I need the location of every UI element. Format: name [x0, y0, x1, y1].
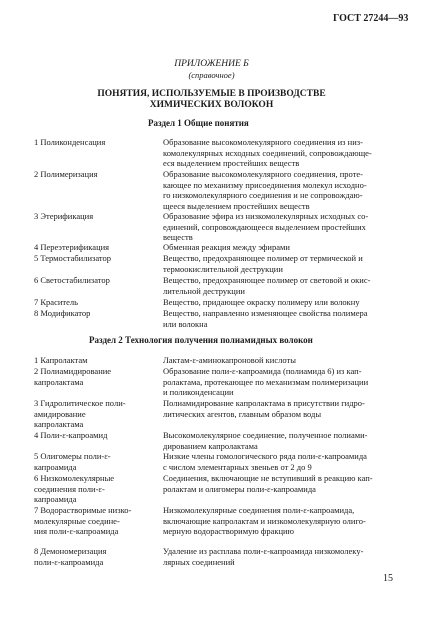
term-line: 5 Термостабилизатор	[34, 253, 112, 263]
appendix-note: (справочное)	[188, 70, 235, 80]
term-line: соединения поли-ε-	[34, 483, 105, 494]
glossary-definition	[163, 211, 395, 243]
definition-line: Образование высокомолекулярного соединения, проте-	[163, 169, 364, 179]
definition-line: литических агентов, главным образом воды	[163, 408, 322, 419]
glossary-term	[34, 473, 114, 505]
glossary-definition	[163, 546, 395, 567]
page-number: 15	[383, 573, 393, 584]
glossary-definition	[163, 297, 395, 308]
definition-line: дированием капролактама	[163, 440, 258, 451]
term-line: 6 Низкомолекулярные	[34, 473, 115, 483]
glossary-term	[34, 308, 90, 319]
glossary-term	[34, 169, 98, 180]
definition-line: щееся выделением простейших веществ	[163, 200, 310, 211]
glossary-definition	[163, 242, 395, 253]
definition-line: термоокислительной деструкции	[163, 263, 283, 274]
term-line: капролактама	[34, 376, 84, 387]
definition-line: Вещество, предохраняющее полимер от световой и окис-	[163, 275, 371, 285]
glossary-definition	[163, 505, 395, 537]
definition-line: го низкомолекулярного соединения и не сопровождаю-	[163, 190, 363, 200]
glossary-term	[34, 253, 111, 264]
definition-line: ролактама, протекающее по механизмам полимеризации	[163, 376, 369, 387]
glossary-definition	[163, 451, 395, 472]
term-line: 6 Светостабилизатор	[34, 275, 110, 285]
glossary-term	[34, 366, 111, 387]
definition-line: Вещество, направленно изменяющее свойства полимера	[163, 308, 368, 318]
term-line: 4 Переэтерификация	[34, 242, 110, 252]
term-line: 1 Поликонденсация	[34, 137, 106, 147]
glossary-term	[34, 355, 88, 366]
appendix-title: ПРИЛОЖЕНИЕ Б	[174, 59, 249, 69]
glossary-term	[34, 398, 126, 430]
glossary-definition	[163, 308, 395, 329]
term-line: капроамида	[34, 494, 77, 504]
definition-line: единений, сопровождающееся выделением простейших	[163, 221, 366, 232]
term-line: 8 Модификатор	[34, 308, 91, 318]
term-line: ния поли-ε-капроамида	[34, 526, 119, 536]
term-line: 4 Поли-ε-капроамид	[34, 430, 108, 440]
glossary-term	[34, 242, 109, 253]
definition-line: Обменная реакция между эфирами	[163, 242, 290, 252]
glossary-term	[34, 275, 110, 286]
glossary-definition	[163, 430, 395, 451]
term-line: 7 Водорастворимые низко-	[34, 505, 132, 515]
definition-line: комолекулярных исходных соединений, сопровождающе-	[163, 147, 372, 158]
definition-line: Удаление из расплава поли-ε-капроамида низкомолеку-	[163, 546, 364, 556]
term-line: 3 Гидролитическое поли-	[34, 398, 126, 408]
section-1-heading: Раздел 1 Общие понятия	[148, 118, 249, 128]
definition-line: лительной деструкции	[163, 285, 245, 296]
glossary-term	[34, 430, 107, 441]
glossary-term	[34, 451, 111, 472]
definition-line: Полиамидирование капролактама в присутствии гидро-	[163, 398, 365, 408]
definition-line: Образование поли-ε-капроамида (полиамида 6) из кап-	[163, 366, 362, 376]
section-2-heading: Раздел 2 Технология получения полиамидных волокон	[89, 335, 313, 345]
term-line: 5 Олигомеры поли-ε-	[34, 451, 111, 461]
term-line: капроамида	[34, 461, 77, 472]
glossary-definition	[163, 169, 395, 211]
document-title-line: ХИМИЧЕСКИХ ВОЛОКОН	[149, 100, 274, 110]
term-line: молекулярные соедине-	[34, 515, 120, 526]
definition-line: Низкомолекулярные соединения поли-ε-капроамида,	[163, 505, 355, 515]
document-title-line: ПОНЯТИЯ, ИСПОЛЬЗУЕМЫЕ В ПРОИЗВОДСТВЕ	[97, 89, 326, 99]
glossary-term	[34, 297, 78, 308]
definition-line: лярных соединений	[163, 556, 235, 567]
glossary-term	[34, 505, 131, 537]
term-line: капролактама	[34, 419, 84, 429]
definition-line: Лактам-ε-аминокапроновой кислоты	[163, 355, 296, 365]
definition-line: с числом элементарных звеньев от 2 до 9	[163, 461, 312, 472]
glossary-term	[34, 137, 105, 148]
term-line: 2 Полиамидирование	[34, 366, 112, 376]
definition-line: веществ	[163, 232, 193, 242]
term-line: поли-ε-капроамида	[34, 556, 104, 567]
definition-line: включающие капролактам и низкомолекулярную олиго-	[163, 515, 366, 526]
definition-line: Образование высокомолекулярного соединения из низ-	[163, 137, 363, 147]
definition-line: кающее по механизму присоединения молекул исходно-	[163, 179, 367, 190]
definition-line: и поликонденсации	[163, 387, 234, 397]
term-line: 1 Капролактам	[34, 355, 88, 365]
term-line: 7 Краситель	[34, 297, 78, 307]
glossary-definition	[163, 366, 395, 398]
glossary-term	[34, 546, 106, 567]
definition-line: Низкие члены гомологического ряда поли-ε-капроамида	[163, 451, 367, 461]
standard-number: ГОСТ 27244—93	[333, 13, 409, 24]
definition-line: Соединения, включающие не вступивший в реакцию кап-	[163, 473, 373, 483]
definition-line: Вещество, предохраняющее полимер от термической и	[163, 253, 363, 263]
term-line: 3 Этерификация	[34, 211, 94, 221]
glossary-definition	[163, 253, 395, 274]
glossary-definition	[163, 137, 395, 169]
document-title	[0, 89, 423, 111]
definition-line: или волокна	[163, 318, 208, 329]
glossary-definition	[163, 355, 395, 366]
glossary-definition	[163, 398, 395, 419]
definition-line: мерную водорастворимую фракцию	[163, 526, 294, 536]
glossary-definition	[163, 473, 395, 494]
term-line: 8 Демономеризация	[34, 546, 107, 556]
definition-line: еся выделением простейших веществ	[163, 158, 300, 168]
definition-line: Образование эфира из низкомолекулярных исходных со-	[163, 211, 369, 221]
definition-line: Высокомолекулярное соединение, полученное полиами-	[163, 430, 368, 440]
glossary-definition	[163, 275, 395, 296]
glossary-term	[34, 211, 93, 222]
definition-line: Вещество, придающее окраску полимеру или волокну	[163, 297, 360, 307]
term-line: 2 Полимеризация	[34, 169, 98, 179]
term-line: амидирование	[34, 408, 86, 419]
definition-line: ролактам и олигомеры поли-ε-капроамида	[163, 483, 316, 494]
